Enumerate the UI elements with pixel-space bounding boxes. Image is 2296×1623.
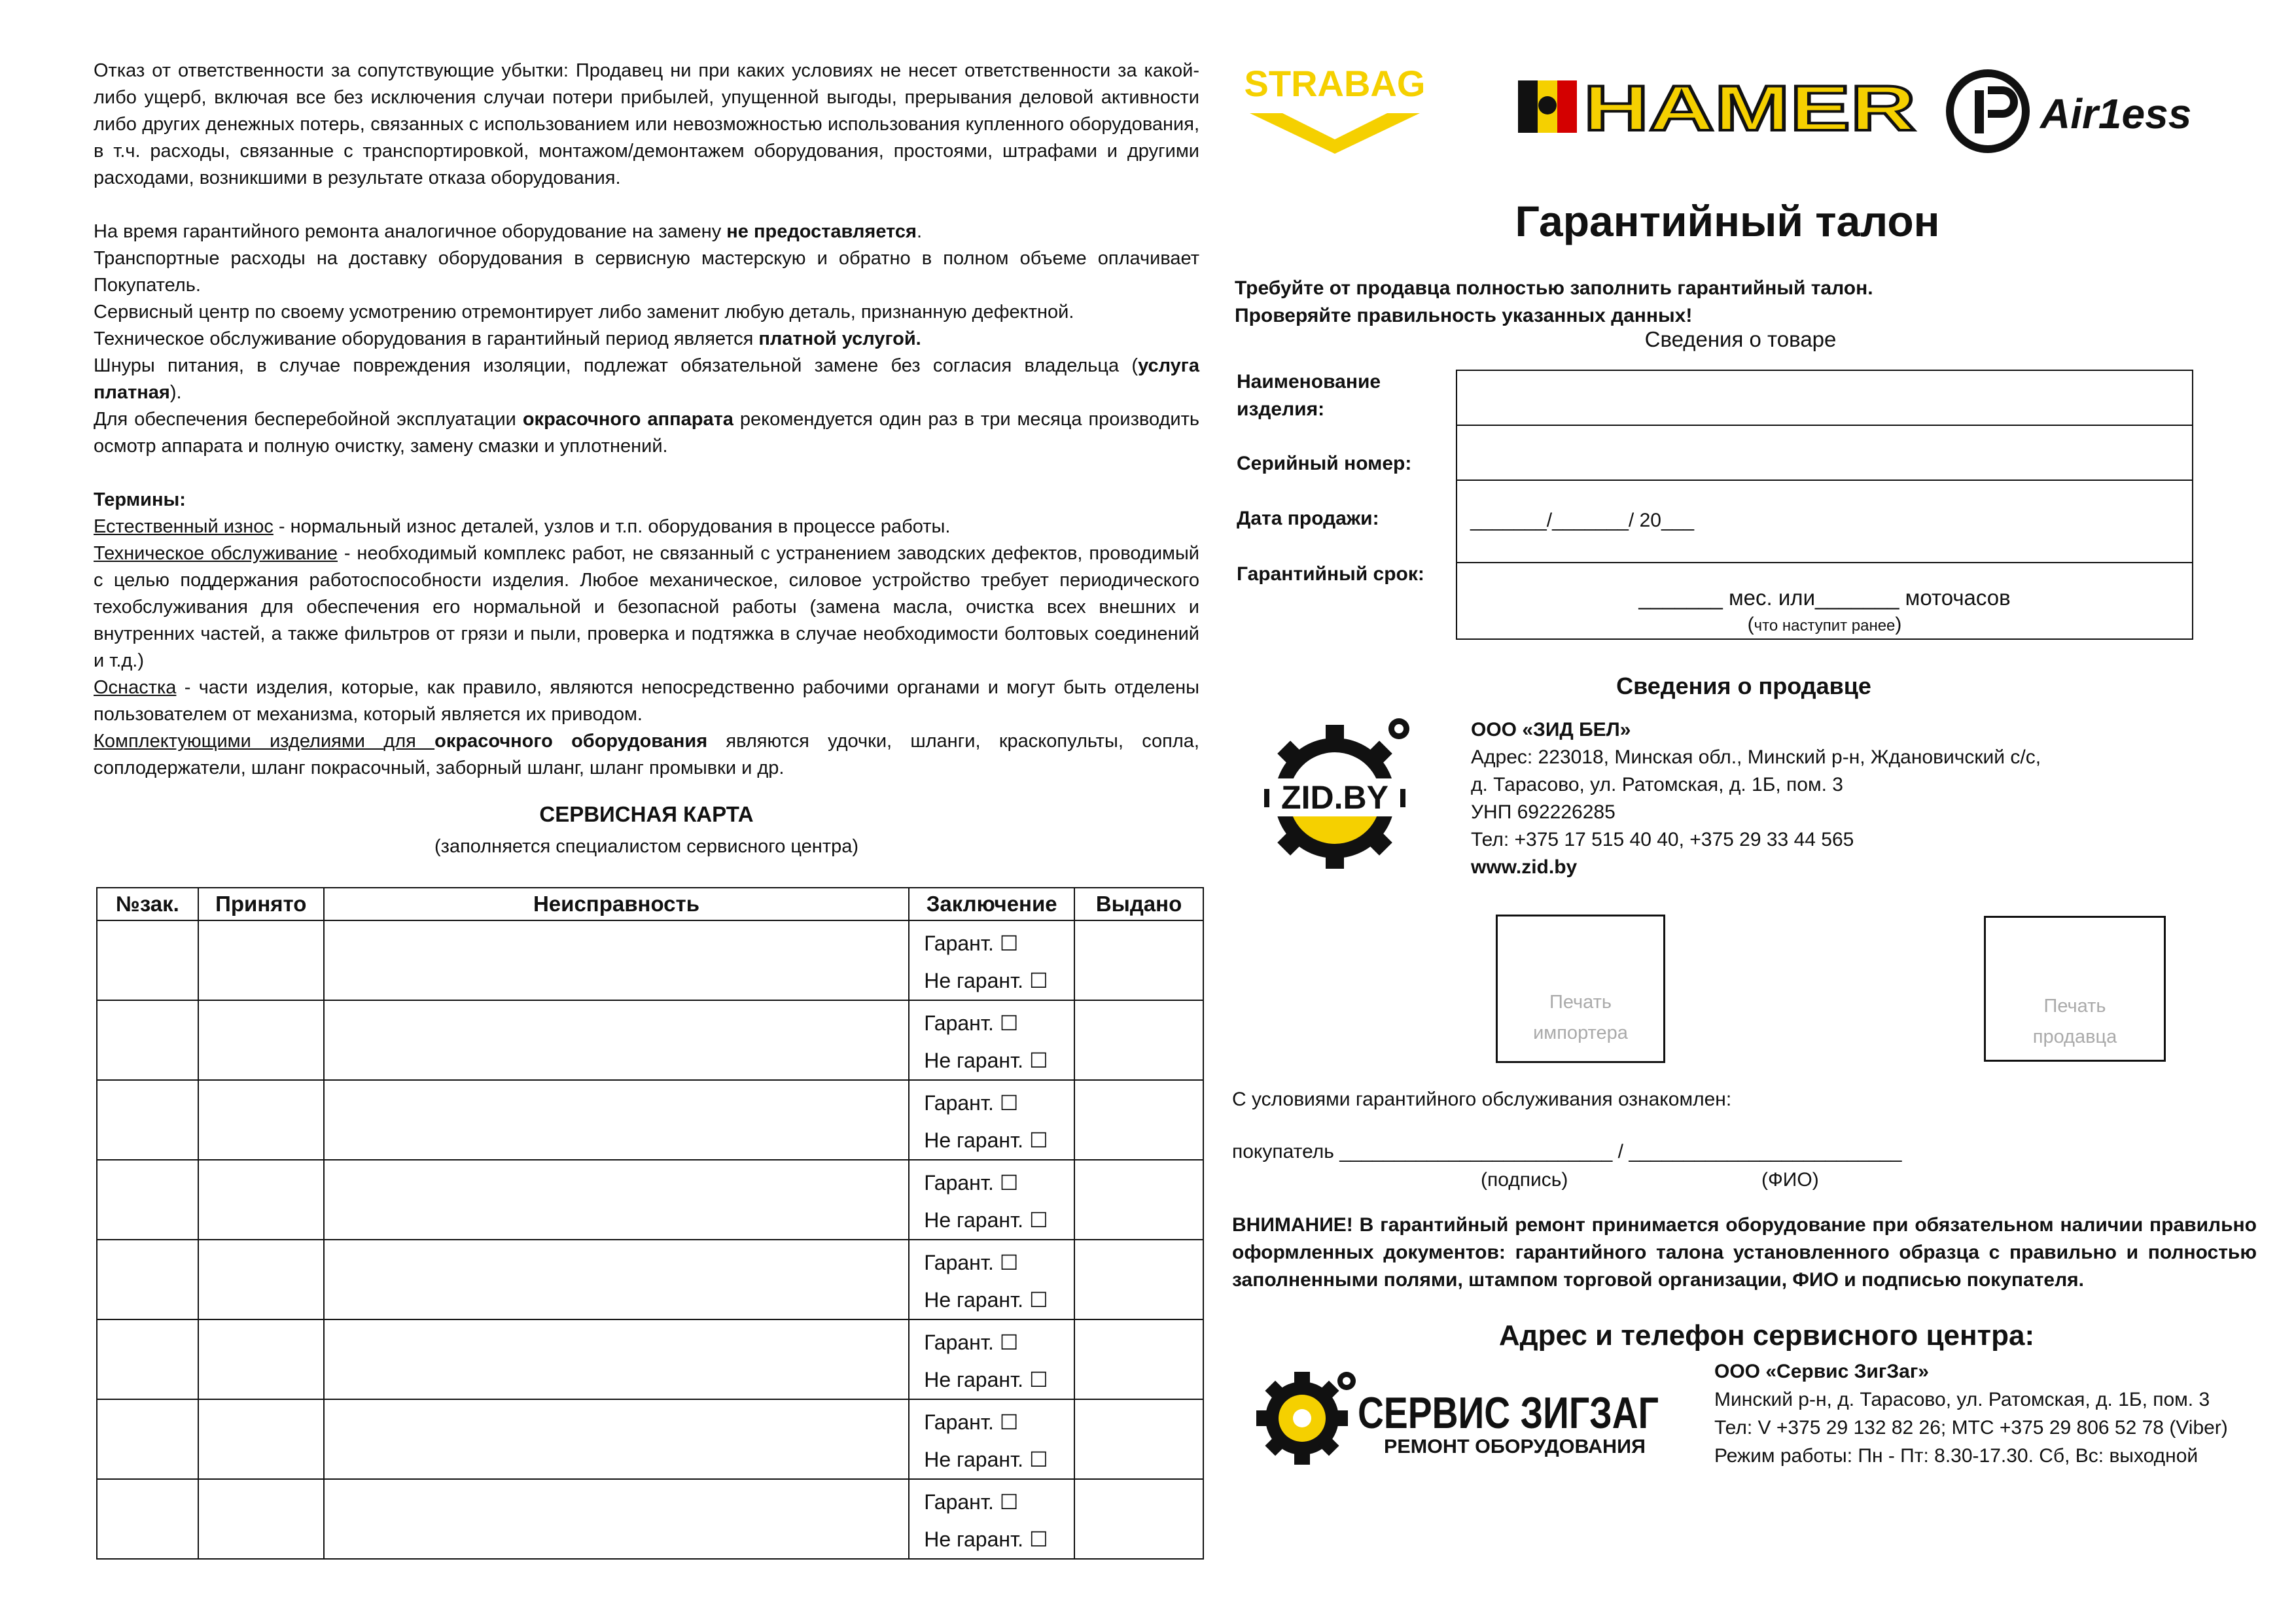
service-card-rows — [97, 920, 1203, 1559]
service-center-phone: Тел: V +375 29 132 82 26; МТС +375 29 806 52 78 (Viber) — [1714, 1417, 2228, 1439]
maintenance-paragraph: Техническое обслуживание оборудования в гарантийный период является платной услугой. — [94, 328, 921, 349]
table-row — [97, 1319, 1203, 1399]
importer-stamp-label-2: импортера — [1533, 1022, 1628, 1043]
cords-paragraph: Шнуры питания, в случае повреждения изоляции, подлежат обязательной замене без согласия владельца (услуга платная). — [94, 355, 1199, 403]
small-gear-icon — [1337, 1372, 1356, 1390]
fault-cell[interactable] — [324, 1319, 910, 1399]
no-guarantee-checkbox[interactable]: Не гарант. ☐ — [924, 1448, 1048, 1471]
seller-stamp-box — [1984, 916, 2166, 1062]
seller-name: ООО «ЗИД БЕЛ» — [1471, 719, 1631, 741]
serial-number-field[interactable] — [1457, 426, 2192, 481]
inspection-paragraph: Для обеспечения бесперебойной эксплуатации окрасочного аппарата рекомендуется один раз в три месяца производить осмотр аппарата и полную очистку, замену смазки и уплотнений. — [94, 409, 1200, 457]
importer-stamp-box — [1496, 915, 1665, 1063]
guarantee-checkbox[interactable]: Гарант. ☐ — [924, 1091, 1019, 1115]
label-warranty-term: Гарантийный срок: — [1237, 563, 1424, 585]
signature-caption: (подпись) — [1481, 1169, 1568, 1191]
order-cell[interactable] — [97, 1080, 198, 1160]
term-components: Комплектующими изделиями для окрасочного оборудования являются удочки, шланги, краскопульты, сопла, соплодержатели, шланг покрасочный, заборный шланг, шланг промывки и др. — [94, 731, 1199, 778]
seller-info — [1471, 716, 2041, 881]
issued-cell[interactable] — [1074, 1319, 1203, 1399]
buyer-signature-line[interactable]: покупатель _________________________ / _________________________ — [1232, 1141, 1902, 1162]
service-card-table — [96, 887, 1204, 1560]
table-row — [97, 1479, 1203, 1559]
seller-stamp-label-1: Печать — [2043, 996, 2106, 1017]
service-center-name: ООО «Сервис ЗигЗаг» — [1714, 1361, 1929, 1382]
fault-cell[interactable] — [324, 1479, 910, 1559]
issued-cell[interactable] — [1074, 1160, 1203, 1240]
col-conclusion: Заключение — [909, 888, 1074, 920]
table-row — [97, 1000, 1203, 1080]
col-issued: Выдано — [1074, 888, 1203, 920]
strabag-logo-text: STRABAG — [1244, 63, 1426, 104]
fault-cell[interactable] — [324, 1399, 910, 1479]
guarantee-checkbox[interactable]: Гарант. ☐ — [924, 1490, 1019, 1514]
order-cell[interactable] — [97, 1240, 198, 1319]
fault-cell[interactable] — [324, 1160, 910, 1240]
disclaimer-paragraph: Отказ от ответственности за сопутствующие убытки: Продавец ни при каких условиях не несет ответственности за какой-либо ущерб, включая все без исключения случаи потери прибылей, упущенной выгоды, прерывания деловой активности либо других денежных потерь, связанных с использованием или невозможностью использования купленного оборудования, в т.ч. расходы, связанные с транспортировкой, монтажом/демонтажем оборудования, простоями, штрафами и другими расходами, возникшими в результате отказа оборудования. — [94, 60, 1199, 188]
small-gear-icon — [1388, 718, 1409, 739]
order-cell[interactable] — [97, 920, 198, 1000]
terms-text — [94, 58, 1199, 782]
label-sale-date: Дата продажи: — [1237, 508, 1379, 529]
fault-cell[interactable] — [324, 1240, 910, 1319]
guarantee-checkbox[interactable]: Гарант. ☐ — [924, 1410, 1019, 1434]
term-tooling: Оснастка - части изделия, которые, как правило, являются непосредственно рабочими органами и могут быть отделены пользователем от механизма, который является их приводом. — [94, 677, 1199, 725]
col-order-number: №зак. — [97, 888, 198, 920]
seller-stamp-label-2: продавца — [2032, 1026, 2117, 1047]
conclusion-cell — [909, 920, 1074, 1000]
conclusion-cell — [909, 1160, 1074, 1240]
conclusion-cell — [909, 1479, 1074, 1559]
transport-paragraph: Транспортные расходы на доставку оборудования в сервисную мастерскую и обратно в полном объеме оплачивает Покупатель. — [94, 248, 1199, 296]
product-name-field[interactable] — [1457, 371, 2192, 426]
received-cell[interactable] — [198, 1080, 324, 1160]
no-guarantee-checkbox[interactable]: Не гарант. ☐ — [924, 1128, 1048, 1152]
received-cell[interactable] — [198, 1399, 324, 1479]
no-guarantee-checkbox[interactable]: Не гарант. ☐ — [924, 1208, 1048, 1232]
hamer-logo-text: HAMER — [1583, 72, 1916, 144]
service-center-hours: Режим работы: Пн - Пт: 8.30-17.30. Сб, Вс: выходной — [1714, 1445, 2199, 1467]
warranty-term-note: (что наступит ранее) — [1747, 614, 1902, 635]
table-header-row — [97, 888, 1203, 920]
label-serial-number: Серийный номер: — [1237, 453, 1412, 474]
received-cell[interactable] — [198, 1479, 324, 1559]
airless-logo — [1942, 65, 2250, 157]
left-column — [94, 58, 1199, 782]
issued-cell[interactable] — [1074, 1080, 1203, 1160]
seller-phone: Тел: +375 17 515 40 40, +375 29 33 44 565 — [1471, 829, 1854, 850]
buyer-acknowledgement: С условиями гарантийного обслуживания ознакомлен: — [1232, 1089, 1732, 1110]
conclusion-cell — [909, 1319, 1074, 1399]
zid-logo-text: ZID.BY — [1281, 779, 1388, 816]
received-cell[interactable] — [198, 1160, 324, 1240]
service-paragraph: Сервисный центр по своему усмотрению отремонтирует либо заменит любую деталь, признанную дефектной. — [94, 302, 1074, 323]
seller-title: Сведения о продавце — [1616, 672, 1871, 699]
received-cell[interactable] — [198, 1000, 324, 1080]
conclusion-cell — [909, 1399, 1074, 1479]
terms-heading: Термины: — [94, 489, 186, 510]
issued-cell[interactable] — [1074, 1399, 1203, 1479]
issued-cell[interactable] — [1074, 920, 1203, 1000]
order-cell[interactable] — [97, 1319, 198, 1399]
guarantee-checkbox[interactable]: Гарант. ☐ — [924, 1251, 1019, 1274]
order-cell[interactable] — [97, 1160, 198, 1240]
hamer-logo — [1518, 72, 1918, 144]
service-center-address: Минский р-н, д. Тарасово, ул. Ратомская, д. 1Б, пом. 3 — [1714, 1389, 2210, 1410]
received-cell[interactable] — [198, 1240, 324, 1319]
service-logo-main-text: СЕРВИС ЗИГЗАГ — [1358, 1388, 1659, 1438]
gear-icon — [1256, 1372, 1348, 1465]
service-center-title: Адрес и телефон сервисного центра: — [1498, 1319, 2035, 1352]
guarantee-checkbox[interactable]: Гарант. ☐ — [924, 1171, 1019, 1195]
sale-date-value: _______/_______/ 20___ — [1470, 510, 1695, 531]
col-received: Принято — [198, 888, 324, 920]
order-cell[interactable] — [97, 1479, 198, 1559]
guarantee-checkbox[interactable]: Гарант. ☐ — [924, 1011, 1019, 1035]
issued-cell[interactable] — [1074, 1000, 1203, 1080]
fault-cell[interactable] — [324, 920, 910, 1000]
no-guarantee-checkbox[interactable]: Не гарант. ☐ — [924, 1049, 1048, 1072]
received-cell[interactable] — [198, 920, 324, 1000]
conclusion-cell — [909, 1000, 1074, 1080]
notice-line-1: Требуйте от продавца полностью заполнить гарантийный талон. — [1235, 277, 1873, 299]
service-logo-sub-text: РЕМОНТ ОБОРУДОВАНИЯ — [1384, 1436, 1646, 1457]
product-info-title: Сведения о товаре — [1644, 327, 1837, 351]
seller-address-1: Адрес: 223018, Минская обл., Минский р-н, Ждановичский с/с, — [1471, 746, 2041, 768]
received-cell[interactable] — [198, 1319, 324, 1399]
table-row — [97, 1399, 1203, 1479]
term-wear: Естественный износ - нормальный износ деталей, узлов и т.п. оборудования в процессе работы. — [94, 516, 951, 537]
term-maintenance: Техническое обслуживание - необходимый комплекс работ, не связанный с устранением заводских дефектов, проводимый с целью поддержания работоспособности изделия. Любое механическое, силовое устройство требует периодического техобслуживания для обеспечения его нормальной и безопасной работы (замена масла, очистка всех внешних и внутренних частей, а также фильтров от грязи и пыли, проверка и подтяжка в случае необходимости болтовых соединений и т.д.) — [94, 543, 1199, 671]
table-row — [97, 1080, 1203, 1160]
guarantee-checkbox[interactable]: Гарант. ☐ — [924, 1331, 1019, 1354]
conclusion-cell — [909, 1080, 1074, 1160]
seller-website[interactable]: www.zid.by — [1471, 856, 1578, 878]
issued-cell[interactable] — [1074, 1479, 1203, 1559]
issued-cell[interactable] — [1074, 1240, 1203, 1319]
table-row — [97, 1160, 1203, 1240]
no-guarantee-checkbox[interactable]: Не гарант. ☐ — [924, 1288, 1048, 1312]
conclusion-cell — [909, 1240, 1074, 1319]
guarantee-checkbox[interactable]: Гарант. ☐ — [924, 932, 1019, 955]
importer-stamp-label-1: Печать — [1549, 992, 1612, 1013]
service-card-subtitle: (заполняется специалистом сервисного центра) — [434, 836, 859, 857]
seller-unp: УНП 692226285 — [1471, 801, 1616, 823]
fio-caption: (ФИО) — [1761, 1169, 1819, 1191]
no-guarantee-checkbox[interactable]: Не гарант. ☐ — [924, 969, 1048, 992]
service-card-title: СЕРВИСНАЯ КАРТА — [539, 802, 754, 826]
card-notice — [1235, 275, 1873, 330]
replacement-paragraph: На время гарантийного ремонта аналогичное оборудование на замену не предоставляется. — [94, 221, 922, 242]
col-fault: Неисправность — [324, 888, 910, 920]
service-center-info — [1714, 1357, 2228, 1470]
label-product-name: Наименование изделия: — [1237, 371, 1381, 420]
order-cell[interactable] — [97, 1399, 198, 1479]
notice-line-2: Проверяйте правильность указанных данных! — [1235, 305, 1693, 326]
table-row — [97, 920, 1203, 1000]
table-row — [97, 1240, 1203, 1319]
fault-cell[interactable] — [324, 1080, 910, 1160]
warranty-term-value[interactable]: _______ мес. или_______ моточасов — [1638, 585, 2011, 610]
zid-logo — [1263, 713, 1420, 870]
service-zigzag-logo — [1250, 1363, 1669, 1471]
no-guarantee-checkbox[interactable]: Не гарант. ☐ — [924, 1527, 1048, 1551]
card-title: Гарантийный талон — [1515, 197, 1940, 245]
airless-logo-text: Air1ess — [2040, 90, 2192, 137]
order-cell[interactable] — [97, 1000, 198, 1080]
fault-cell[interactable] — [324, 1000, 910, 1080]
attention-notice: ВНИМАНИЕ! В гарантийный ремонт принимается оборудование при обязательном наличии правильно оформленных документов: гарантийного талона установленного образца с правильно и полностью заполненными полями, штампом торговой организации, ФИО и подписью покупателя. — [1232, 1214, 2257, 1291]
seller-address-2: д. Тарасово, ул. Ратомская, д. 1Б, пом. 3 — [1471, 774, 1843, 795]
strabag-logo — [1243, 62, 1426, 157]
product-info-box — [1456, 370, 2193, 640]
no-guarantee-checkbox[interactable]: Не гарант. ☐ — [924, 1368, 1048, 1391]
